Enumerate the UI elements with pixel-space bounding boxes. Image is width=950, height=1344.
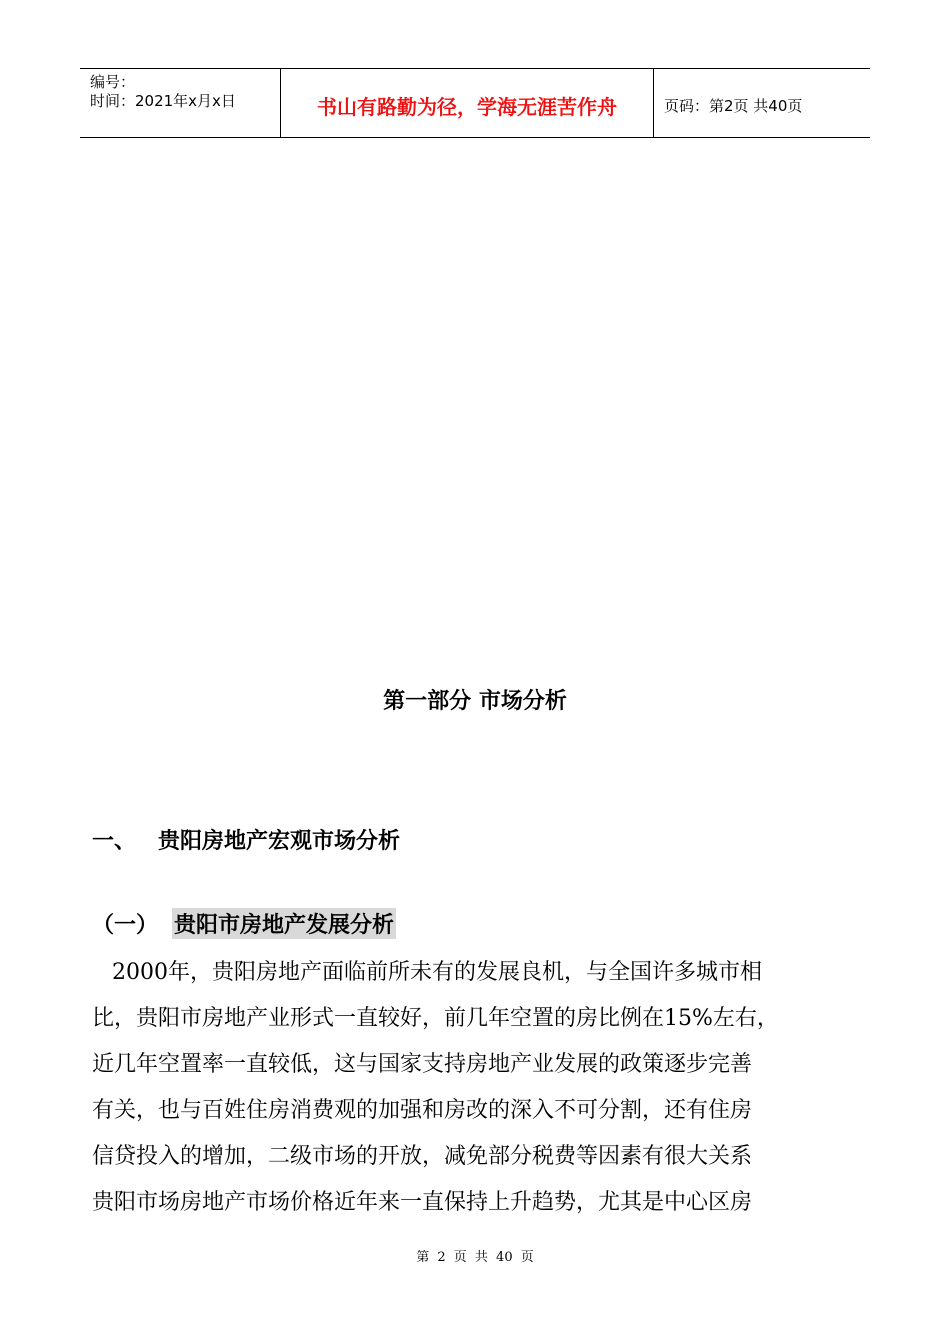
subsection-number: （一） xyxy=(92,913,159,938)
section-heading xyxy=(92,824,400,855)
paragraph-line: 信贷投入的增加，二级市场的开放，减免部分税费等因素有很大关系 xyxy=(92,1144,753,1169)
header-time-label: 时间：2021年x月x日 xyxy=(90,92,236,110)
paragraph-line: 2000年，贵阳房地产面临前所未有的发展良机，与全国许多城市相 xyxy=(112,960,762,985)
section-title: 贵阳房地产宏观市场分析 xyxy=(158,829,401,854)
section-number: 一、 xyxy=(92,829,137,854)
part-title: 第一部分 市场分析 xyxy=(383,689,567,714)
subsection-heading xyxy=(92,908,396,939)
subsection-title: 贵阳市房地产发展分析 xyxy=(172,908,396,939)
page-footer: 第 2 页 共 40 页 xyxy=(416,1250,534,1265)
paragraph-line: 近几年空置率一直较低，这与国家支持房地产业发展的政策逐步完善 xyxy=(92,1052,753,1077)
paragraph-line: 有关，也与百姓住房消费观的加强和房改的深入不可分割，还有住房 xyxy=(92,1098,753,1123)
header-motto: 书山有路勤为径，学海无涯苦作舟 xyxy=(281,69,654,137)
body-paragraph xyxy=(92,950,872,1226)
paragraph-line: 比，贵阳市房地产业形式一直较好，前几年空置的房比例在15%左右， xyxy=(92,1006,779,1031)
paragraph-line: 贵阳市场房地产市场价格近年来一直保持上升趋势，尤其是中心区房 xyxy=(92,1190,753,1215)
page-header xyxy=(80,68,870,138)
header-page-info: 页码：第2页 共40页 xyxy=(664,96,803,115)
header-meta-cell xyxy=(80,69,281,137)
header-number-label: 编号： xyxy=(90,73,136,91)
